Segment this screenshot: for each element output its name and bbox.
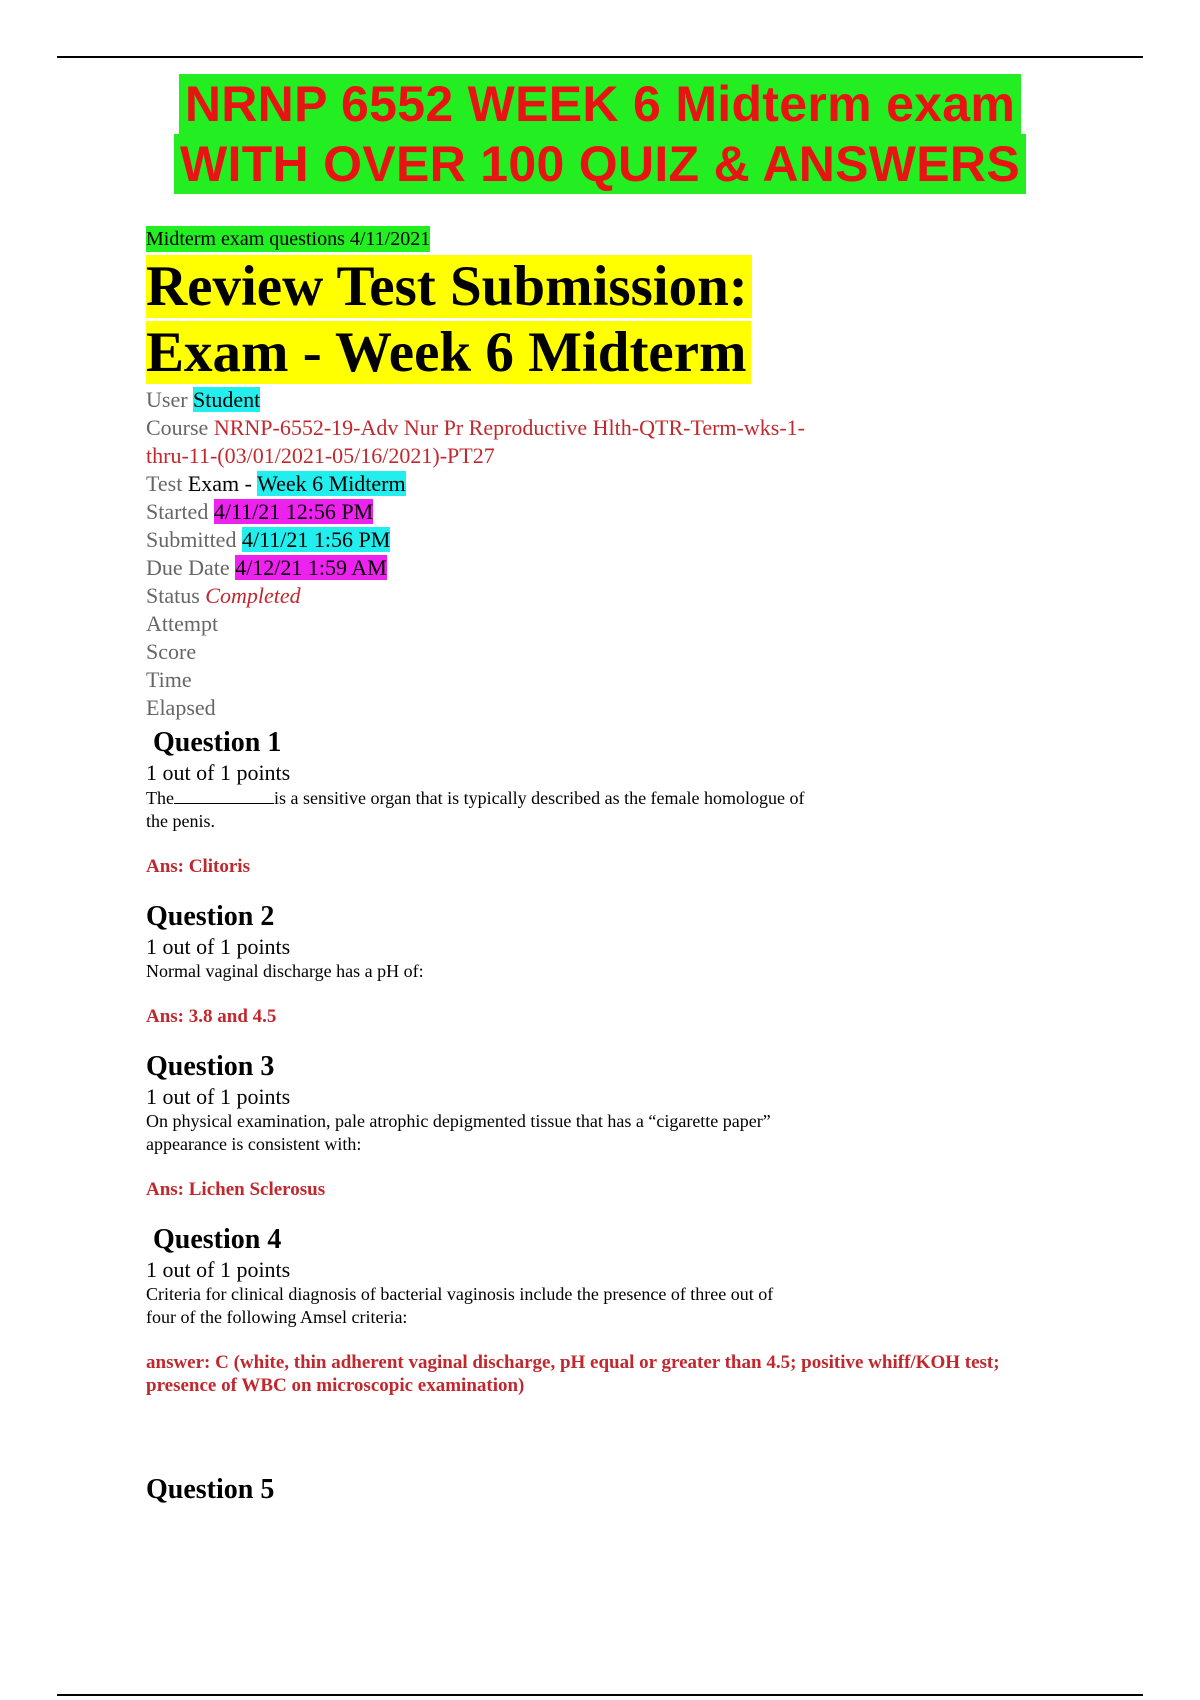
time-label: Time (146, 667, 192, 692)
answer-line-2: presence of WBC on microscopic examination) (146, 1375, 525, 1396)
page-title-line-2: Exam - Week 6 Midterm (146, 321, 751, 384)
user-label: User (146, 387, 188, 412)
question-1 (146, 726, 1066, 878)
question-answer: Ans: 3.8 and 4.5 (146, 1006, 277, 1027)
test-value-prefix: Exam - (187, 471, 258, 496)
submitted-value: 4/11/21 1:56 PM (241, 527, 391, 552)
status-label: Status (146, 583, 200, 608)
question-points: 1 out of 1 points (146, 760, 291, 785)
question-answer (146, 1351, 1076, 1397)
test-value: Week 6 Midterm (257, 471, 406, 496)
course-label: Course (146, 415, 209, 440)
question-text-end: is a sensitive organ that is typically described as the female homologue of (273, 788, 805, 808)
meta-status (146, 582, 1066, 610)
question-points: 1 out of 1 points (146, 1257, 291, 1282)
meta-test (146, 470, 1066, 498)
score-label: Score (146, 639, 197, 664)
question-title: Question 3 (146, 1051, 275, 1082)
banner-line-2: WITH OVER 100 QUIZ & ANSWERS (174, 134, 1026, 194)
elapsed-label: Elapsed (146, 695, 216, 720)
submitted-label: Submitted (146, 527, 237, 552)
user-value: Student (193, 387, 261, 412)
question-title: Question 1 (153, 727, 282, 758)
caption: Midterm exam questions 4/11/2021 (146, 228, 431, 250)
question-2 (146, 900, 1066, 1028)
question-title: Question 2 (146, 901, 275, 932)
started-value: 4/11/21 12:56 PM (213, 499, 374, 524)
status-value: Completed (205, 583, 301, 608)
question-text-line-2: the penis. (146, 811, 215, 831)
question-answer: Ans: Lichen Sclerosus (146, 1179, 326, 1200)
fill-in-blank (174, 786, 274, 804)
test-label: Test (146, 471, 183, 496)
meta-course (146, 414, 1066, 470)
question-5 (146, 1473, 1066, 1507)
attempt-label: Attempt (146, 611, 219, 636)
question-3 (146, 1050, 1066, 1201)
question-title: Question 4 (153, 1224, 282, 1255)
meta-user (146, 386, 1066, 414)
page-title (146, 254, 1066, 386)
question-points: 1 out of 1 points (146, 1084, 291, 1109)
question-text (146, 786, 876, 833)
due-date-value: 4/12/21 1:59 AM (235, 555, 387, 580)
question-text-start: The (146, 788, 174, 808)
question-text (146, 1110, 876, 1156)
bottom-rule (57, 1694, 1143, 1696)
question-4 (146, 1223, 1066, 1397)
question-text-line-2: appearance is consistent with: (146, 1134, 362, 1154)
meta-due-date (146, 554, 1066, 582)
question-text-line-1: Criteria for clinical diagnosis of bacterial vaginosis include the presence of three out of (146, 1284, 774, 1304)
answer-line-1: answer: C (white, thin adherent vaginal discharge, pH equal or greater than 4.5; positive whiff/KOH test; (146, 1352, 1000, 1373)
question-answer: Ans: Clitoris (146, 856, 250, 877)
document-body (146, 226, 1066, 1507)
question-text-line-1: On physical examination, pale atrophic depigmented tissue that has a “cigarette paper” (146, 1111, 771, 1131)
banner-line-1: NRNP 6552 WEEK 6 Midterm exam (179, 74, 1021, 134)
question-text-line-2: four of the following Amsel criteria: (146, 1307, 408, 1327)
question-points: 1 out of 1 points (146, 934, 291, 959)
question-title: Question 5 (146, 1474, 275, 1505)
question-text: Normal vaginal discharge has a pH of: (146, 961, 424, 981)
top-rule (57, 56, 1143, 58)
question-text (146, 1283, 876, 1329)
submission-meta (146, 386, 1066, 722)
course-value-line-2: thru-11-(03/01/2021-05/16/2021)-PT27 (146, 443, 495, 468)
meta-started (146, 498, 1066, 526)
due-date-label: Due Date (146, 555, 230, 580)
started-label: Started (146, 499, 209, 524)
meta-submitted (146, 526, 1066, 554)
course-value-line-1: NRNP-6552-19-Adv Nur Pr Reproductive Hlth-QTR-Term-wks-1- (213, 415, 805, 440)
banner (0, 74, 1200, 194)
page-title-line-1: Review Test Submission: (146, 255, 752, 318)
